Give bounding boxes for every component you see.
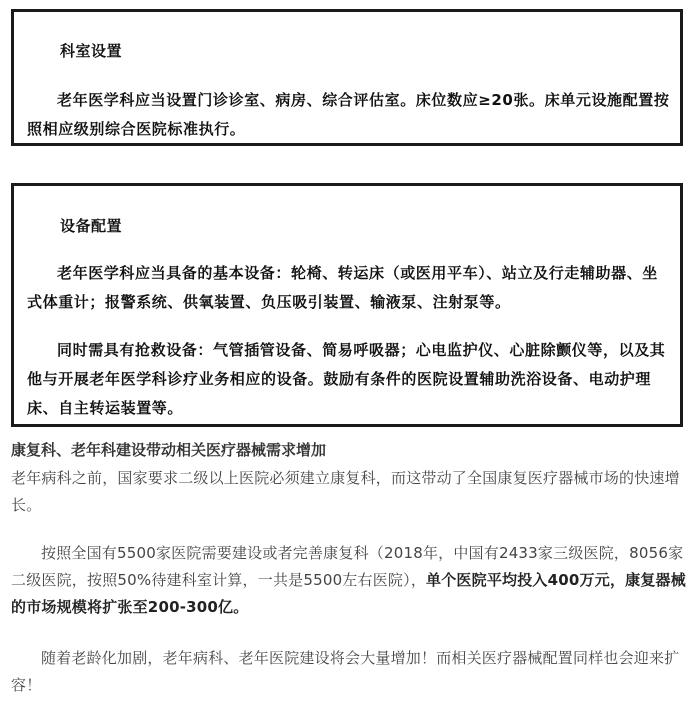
equipment-settings-title: 设备配置 [60, 217, 123, 235]
facility-settings-title: 科室设置 [60, 42, 123, 60]
article-paragraph-1: 老年病科之前，国家要求二级以上医院必须建立康复科，而这带动了全国康复医疗器械市场的快速增长。 [11, 469, 680, 514]
equipment-settings-box [11, 183, 683, 427]
basic-equipment-paragraph: 老年医学科应当具备的基本设备：轮椅、转运床（或医用平车）、站立及行走辅助器、坐式体重计；报警系统、供氧装置、负压吸引装置、输液泵、注射泵等。 [27, 264, 658, 311]
facility-settings-box [11, 9, 683, 146]
article-paragraph-2-highlight: 单个医院平均投入400万元，康复器械的市场规模将扩张至200-300亿。 [11, 571, 686, 616]
article-paragraph-3: 随着老龄化加剧，老年病科、老年医院建设将会大量增加！而相关医疗器械配置同样也会迎来扩容！ [11, 649, 680, 694]
article-paragraph-2 [11, 540, 687, 621]
rescue-equipment-paragraph: 同时需具有抢救设备：气管插管设备、简易呼吸器；心电监护仪、心脏除颤仪等，以及其他与开展老年医学科诊疗业务相应的设备。鼓励有条件的医院设置辅助洗浴设备、电动护理床、自主转运装置等。 [27, 341, 666, 417]
article-heading: 康复科、老年科建设带动相关医疗器械需求增加 [11, 441, 327, 459]
article-paragraph-2-text: 按照全国有5500家医院需要建设或者完善康复科（2018年，中国有2433家三级医院，8056家二级医院，按照50%待建科室计算，一共是5500左右医院）， [11, 544, 684, 589]
facility-settings-paragraph: 老年医学科应当设置门诊诊室、病房、综合评估室。床位数应≥20张。床单元设施配置按照相应级别综合医院标准执行。 [27, 91, 670, 138]
